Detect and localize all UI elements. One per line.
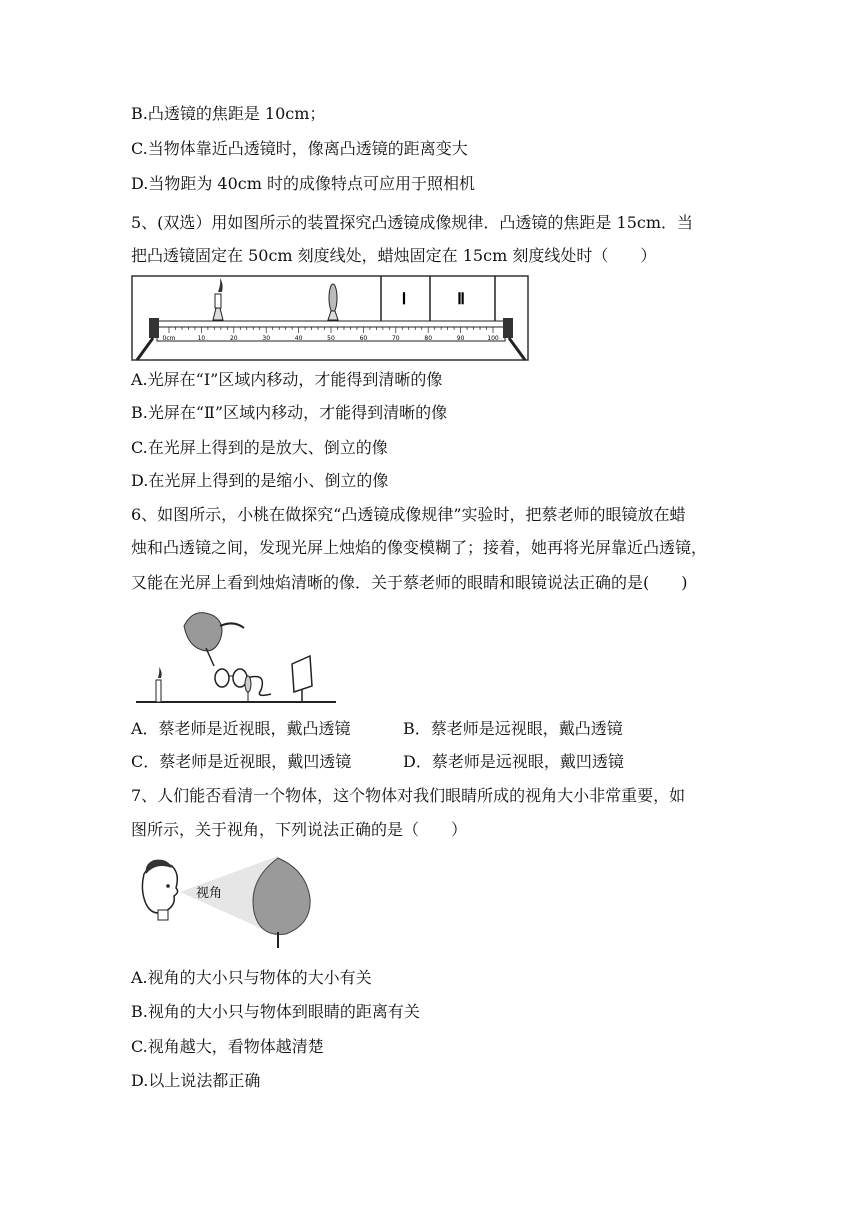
q4-option-c: C.当物体靠近凸透镜时，像离凸透镜的距离变大 [131, 139, 468, 158]
q6-options-row1 [131, 719, 731, 739]
q5-option-d: D.在光屏上得到的是缩小、倒立的像 [131, 471, 389, 490]
q6-option-c: C．蔡老师是近视眼，戴凹透镜 [131, 752, 352, 771]
candle-icon [156, 667, 162, 702]
bench-tick-label: 90 [456, 335, 465, 342]
q6-stem-line2: 烛和凸透镜之间，发现光屏上烛焰的像变模糊了；接着，她再将光屏靠近凸透镜， [131, 538, 708, 557]
q5-option-c: C.在光屏上得到的是放大、倒立的像 [131, 438, 388, 457]
q5-option-a: A.光屏在“Ⅰ”区域内移动，才能得到清晰的像 [131, 370, 443, 389]
q7-stem-line1: 7、人们能否看清一个物体，这个物体对我们眼睛所成的视角大小非常重要，如 [131, 786, 686, 805]
hand-holding-glasses-icon [184, 613, 244, 666]
bench-rail-top [157, 321, 505, 327]
q7-option-c: C.视角越大，看物体越清楚 [131, 1037, 324, 1056]
q6-lens-experiment-figure [136, 604, 341, 708]
bench-tick-label: 100 [487, 335, 499, 342]
bench-tick-label: 0cm [162, 335, 176, 342]
bench-tick-label: 30 [262, 335, 271, 342]
q7-stem-line2: 图所示，关于视角，下列说法正确的是（ ） [131, 820, 468, 839]
q6-stem-line3: 又能在光屏上看到烛焰清晰的像．关于蔡老师的眼睛和眼镜说法正确的是( ) [131, 573, 688, 592]
candle-icon [213, 278, 223, 320]
q6-options-row2 [131, 752, 731, 772]
glasses-icon [215, 669, 271, 695]
q4-option-b: B.凸透镜的焦距是 10cm； [131, 104, 326, 123]
bench-tick-label: 80 [424, 335, 433, 342]
q6-stem-line1: 6、如图所示，小桃在做探究“凸透镜成像规律”实验时，把蔡老师的眼镜放在蜡 [131, 505, 686, 524]
region-label-1: Ⅰ [401, 291, 407, 308]
person-head-icon [142, 860, 177, 920]
bench-tick-label: 10 [197, 335, 206, 342]
left-stand [137, 318, 159, 360]
visual-angle-label: 视角 [196, 886, 223, 901]
bench-tick-label: 70 [391, 335, 400, 342]
q7-option-a: A.视角的大小只与物体的大小有关 [131, 968, 372, 987]
q6-option-b: B．蔡老师是远视眼，戴凸透镜 [403, 719, 623, 738]
bench-tick-label: 20 [229, 335, 238, 342]
q5-optical-bench-figure [131, 274, 531, 364]
q5-stem-line2: 把凸透镜固定在 50cm 刻度线处，蜡烛固定在 15cm 刻度线处时（ ） [131, 246, 657, 265]
q5-stem-line1: 5、(双选）用如图所示的装置探究凸透镜成像规律．凸透镜的焦距是 15cm．当 [131, 213, 694, 232]
convex-lens-icon [245, 676, 251, 702]
region-label-2: Ⅱ [457, 291, 465, 308]
convex-lens-icon [328, 284, 338, 320]
q5-option-b: B.光屏在“Ⅱ”区域内移动，才能得到清晰的像 [131, 403, 448, 422]
bench-tick-label: 40 [294, 335, 303, 342]
q6-option-d: D．蔡老师是远视眼，戴凹透镜 [403, 752, 624, 771]
bench-tick-label: 50 [327, 335, 335, 342]
bench-tick-label: 60 [359, 335, 368, 342]
q6-option-a: A．蔡老师是近视眼，戴凸透镜 [131, 719, 351, 738]
q7-visual-angle-figure [136, 852, 326, 952]
q7-option-b: B.视角的大小只与物体到眼睛的距离有关 [131, 1002, 420, 1021]
right-stand [503, 318, 525, 360]
light-screen-icon [292, 656, 312, 702]
q4-option-d: D.当物距为 40cm 时的成像特点可应用于照相机 [131, 174, 476, 193]
q7-option-d: D.以上说法都正确 [131, 1071, 261, 1090]
